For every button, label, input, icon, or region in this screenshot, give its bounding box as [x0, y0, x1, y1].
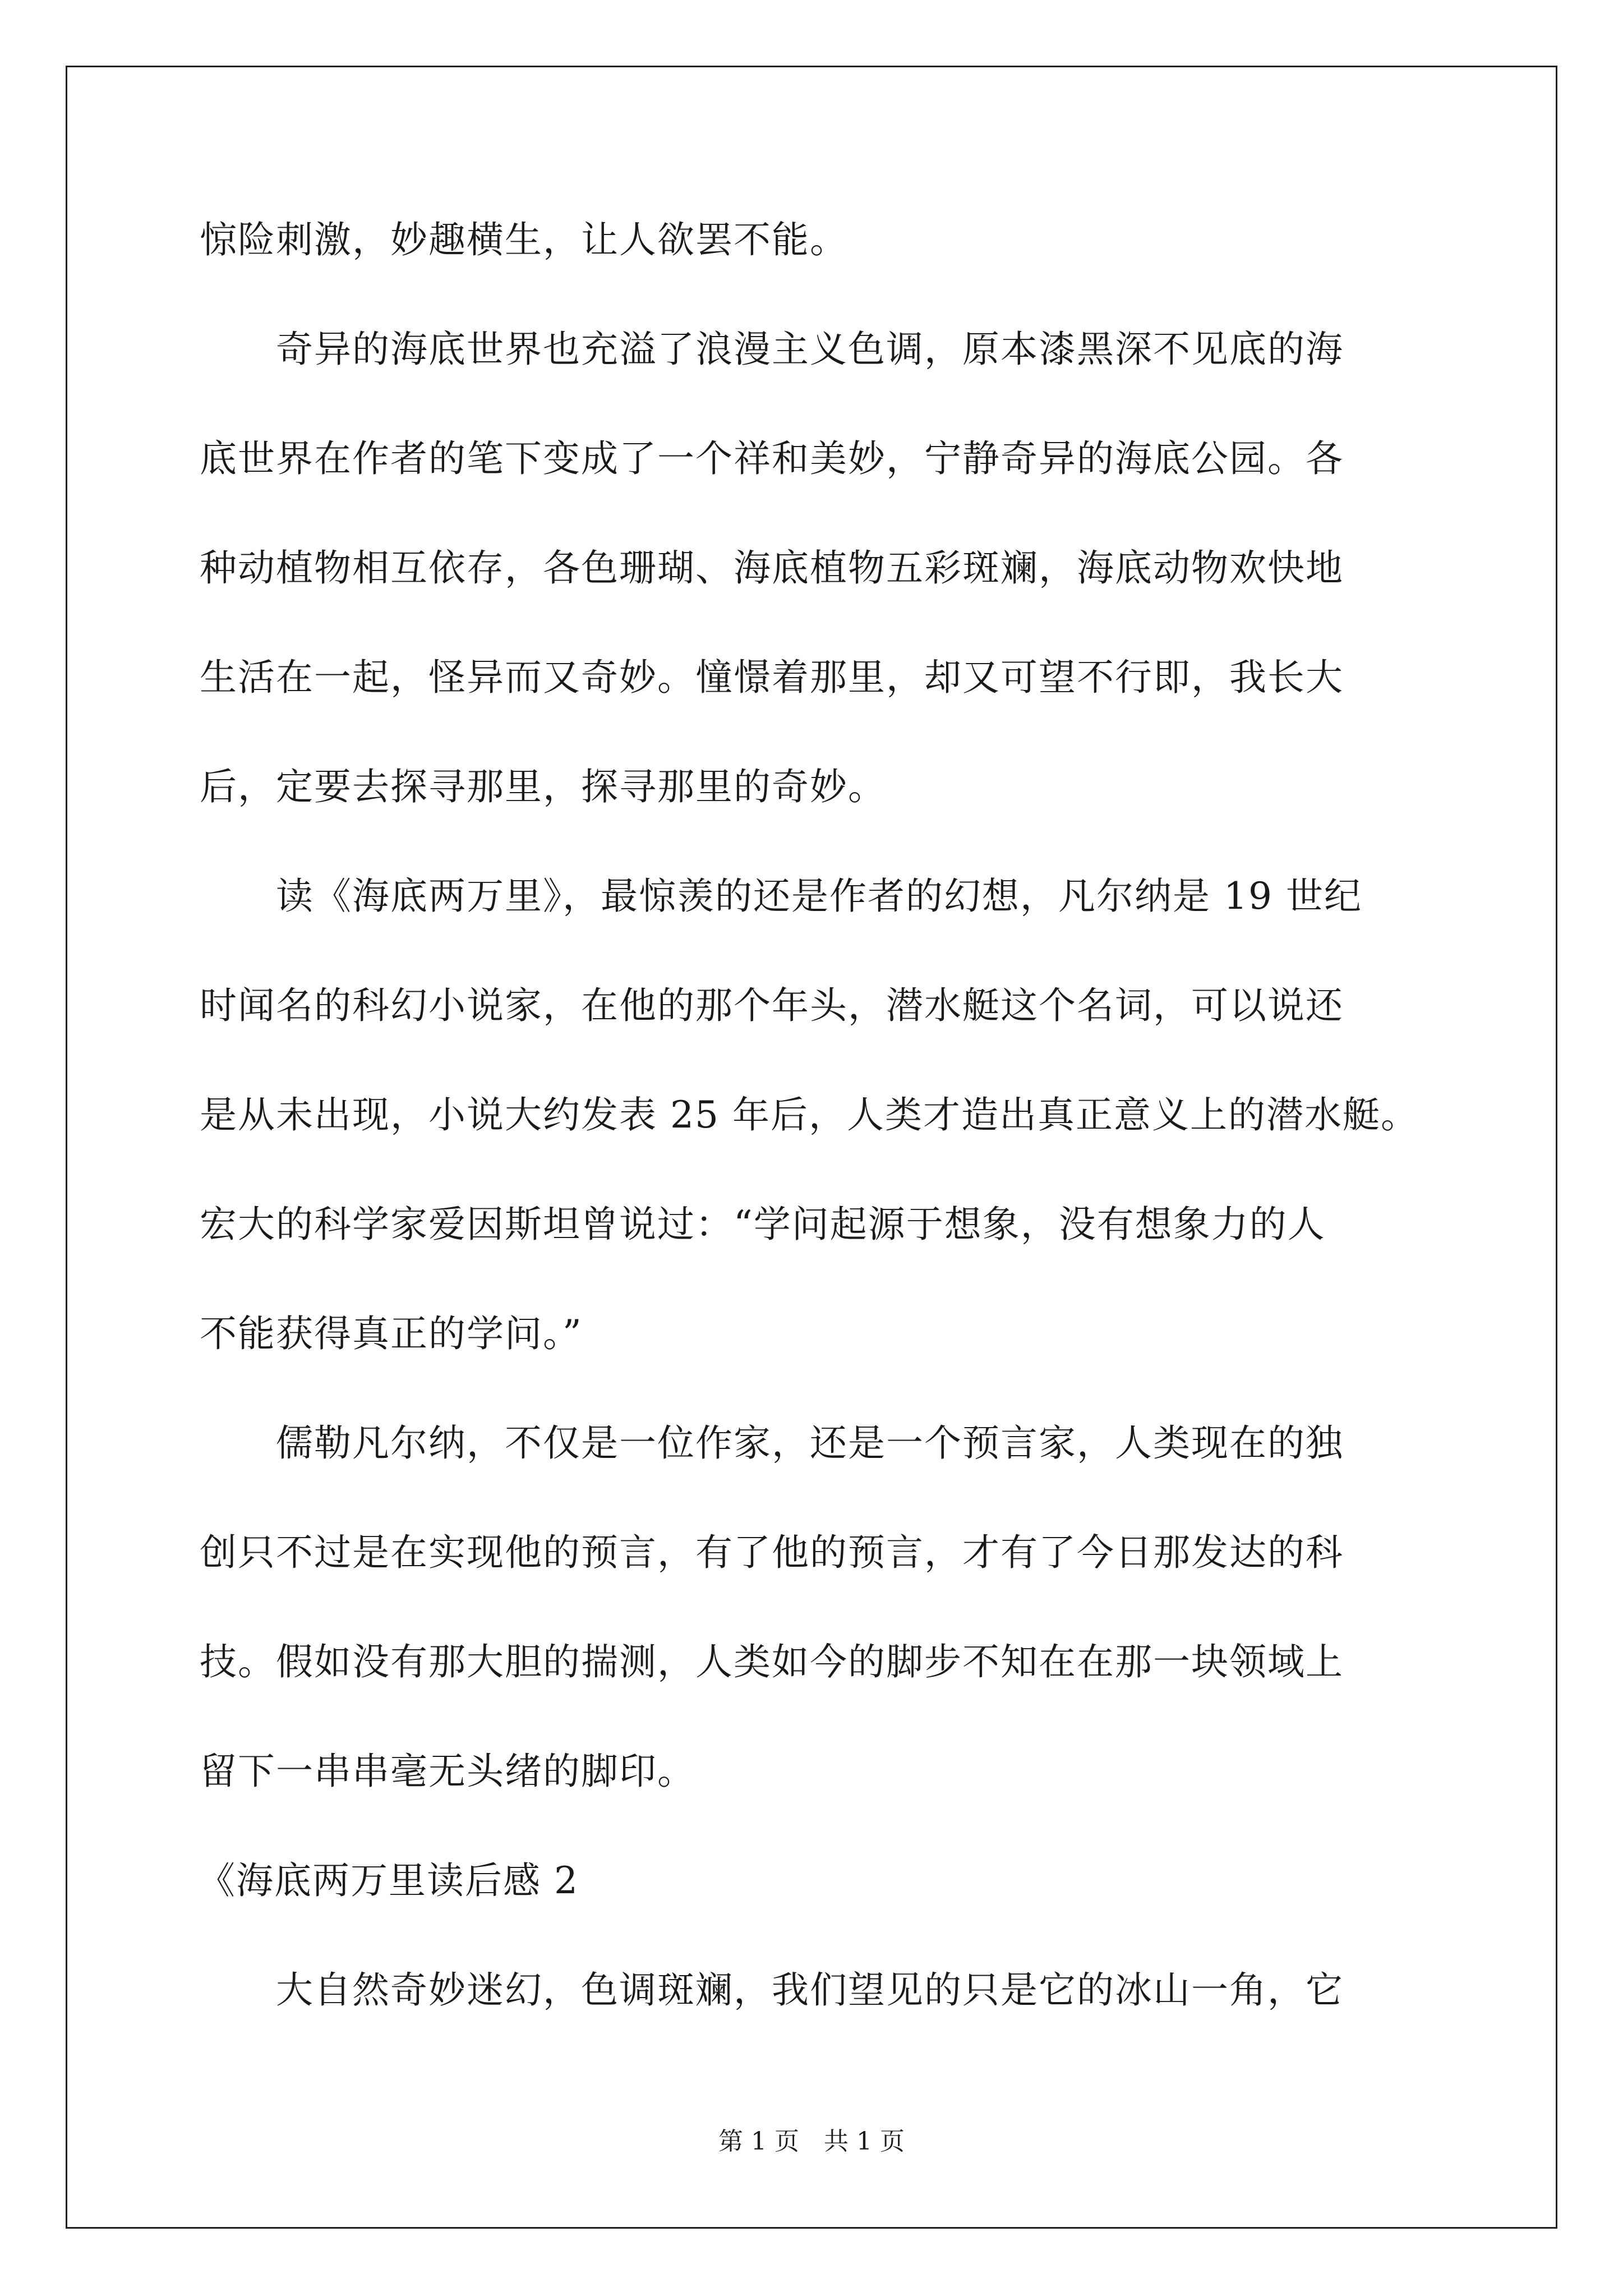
text-line: 大自然奇妙迷幻，色调斑斓，我们望见的只是它的冰山一角，它	[200, 1968, 1344, 2012]
text-line: 留下一串串毫无头绪的脚印。	[200, 1750, 695, 1793]
text-line: 儒勒凡尔纳，不仅是一位作家，还是一个预言家，人类现在的独	[200, 1421, 1344, 1465]
text-line: 生活在一起，怪异而又奇妙。憧憬着那里，却又可望不行即，我长大	[200, 656, 1344, 699]
text-line: 宏大的科学家爱因斯坦曾说过：“学问起源于想象，没有想象力的人	[200, 1203, 1326, 1246]
text-line: 后，定要去探寻那里，探寻那里的奇妙。	[200, 765, 886, 808]
text-line: 创只不过是在实现他的预言，有了他的预言，才有了今日那发达的科	[200, 1531, 1344, 1574]
text-line: 是从未出现，小说大约发表 25 年后，人类才造出真正意义上的潜水艇。	[200, 1093, 1419, 1137]
page-number-footer: 第 1 页 共 1 页	[718, 2127, 905, 2156]
text-line: 惊险刺激，妙趣横生，让人欲罢不能。	[200, 218, 848, 261]
text-line: 不能获得真正的学问。”	[200, 1312, 583, 1355]
text-line: 奇异的海底世界也充溢了浪漫主义色调，原本漆黑深不见底的海	[200, 328, 1344, 371]
text-line: 技。假如没有那大胆的揣测，人类如今的脚步不知在在那一块领域上	[200, 1640, 1344, 1683]
text-line: 读《海底两万里》，最惊羡的还是作者的幻想，凡尔纳是 19 世纪	[200, 875, 1362, 918]
text-line: 种动植物相互依存，各色珊瑚、海底植物五彩斑斓，海底动物欢快地	[200, 546, 1344, 590]
text-line: 底世界在作者的笔下变成了一个祥和美妙，宁静奇异的海底公园。各	[200, 437, 1344, 480]
text-line: 时闻名的科幻小说家，在他的那个年头，潜水艇这个名词，可以说还	[200, 984, 1344, 1027]
document-body	[200, 212, 1422, 2072]
section-heading: 《海底两万里读后感 2	[198, 1859, 579, 1902]
